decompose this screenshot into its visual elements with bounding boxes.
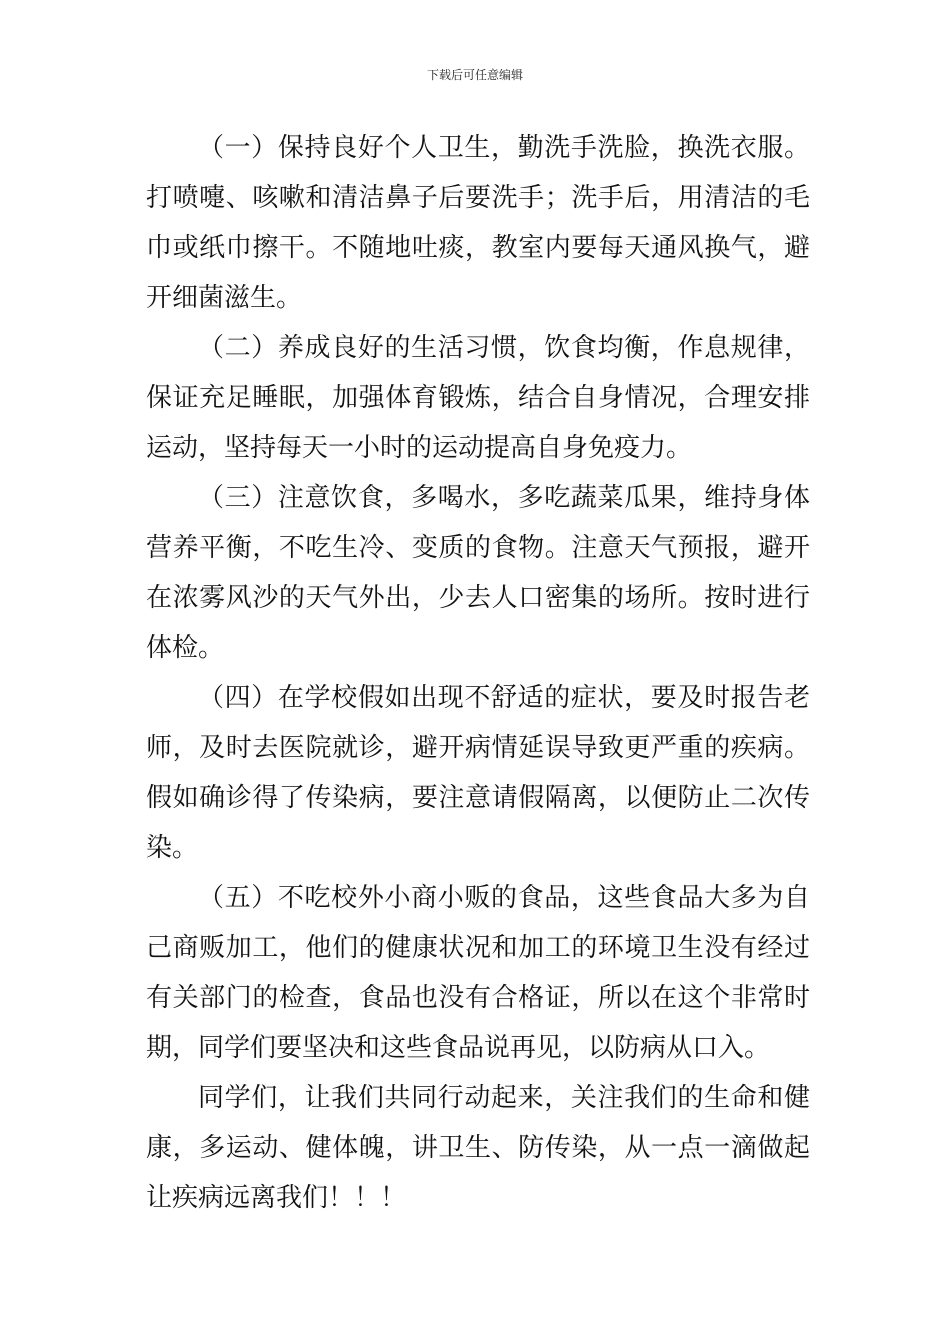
paragraph-6: 同学们，让我们共同行动起来，关注我们的生命和健康，多运动、健体魄，讲卫生、防传染，从一点一滴做起让疾病远离我们！！！ xyxy=(146,1083,810,1213)
document-body xyxy=(146,123,810,1223)
paragraph-5: （五）不吃校外小商小贩的食品，这些食品大多为自己商贩加工，他们的健康状况和加工的环境卫生没有经过有关部门的检查，食品也没有合格证，所以在这个非常时期，同学们要坚决和这些食品说再见，以防病从口入。 xyxy=(146,883,810,1063)
paragraph-1: （一）保持良好个人卫生，勤洗手洗脸，换洗衣服。打喷嚏、咳嗽和清洁鼻子后要洗手；洗手后，用清洁的毛巾或纸巾擦干。不随地吐痰，教室内要每天通风换气，避开细菌滋生。 xyxy=(146,133,810,313)
paragraph-3: （三）注意饮食，多喝水，多吃蔬菜瓜果，维持身体营养平衡，不吃生冷、变质的食物。注意天气预报，避开在浓雾风沙的天气外出，少去人口密集的场所。按时进行体检。 xyxy=(146,483,810,663)
paragraph-4: （四）在学校假如出现不舒适的症状，要及时报告老师，及时去医院就诊，避开病情延误导致更严重的疾病。假如确诊得了传染病，要注意请假隔离，以便防止二次传染。 xyxy=(146,683,810,863)
paragraph-2: （二）养成良好的生活习惯，饮食均衡，作息规律，保证充足睡眠，加强体育锻炼，结合自身情况，合理安排运动，坚持每天一小时的运动提高自身免疫力。 xyxy=(146,333,810,463)
page-header: 下载后可任意编辑 xyxy=(426,68,523,82)
